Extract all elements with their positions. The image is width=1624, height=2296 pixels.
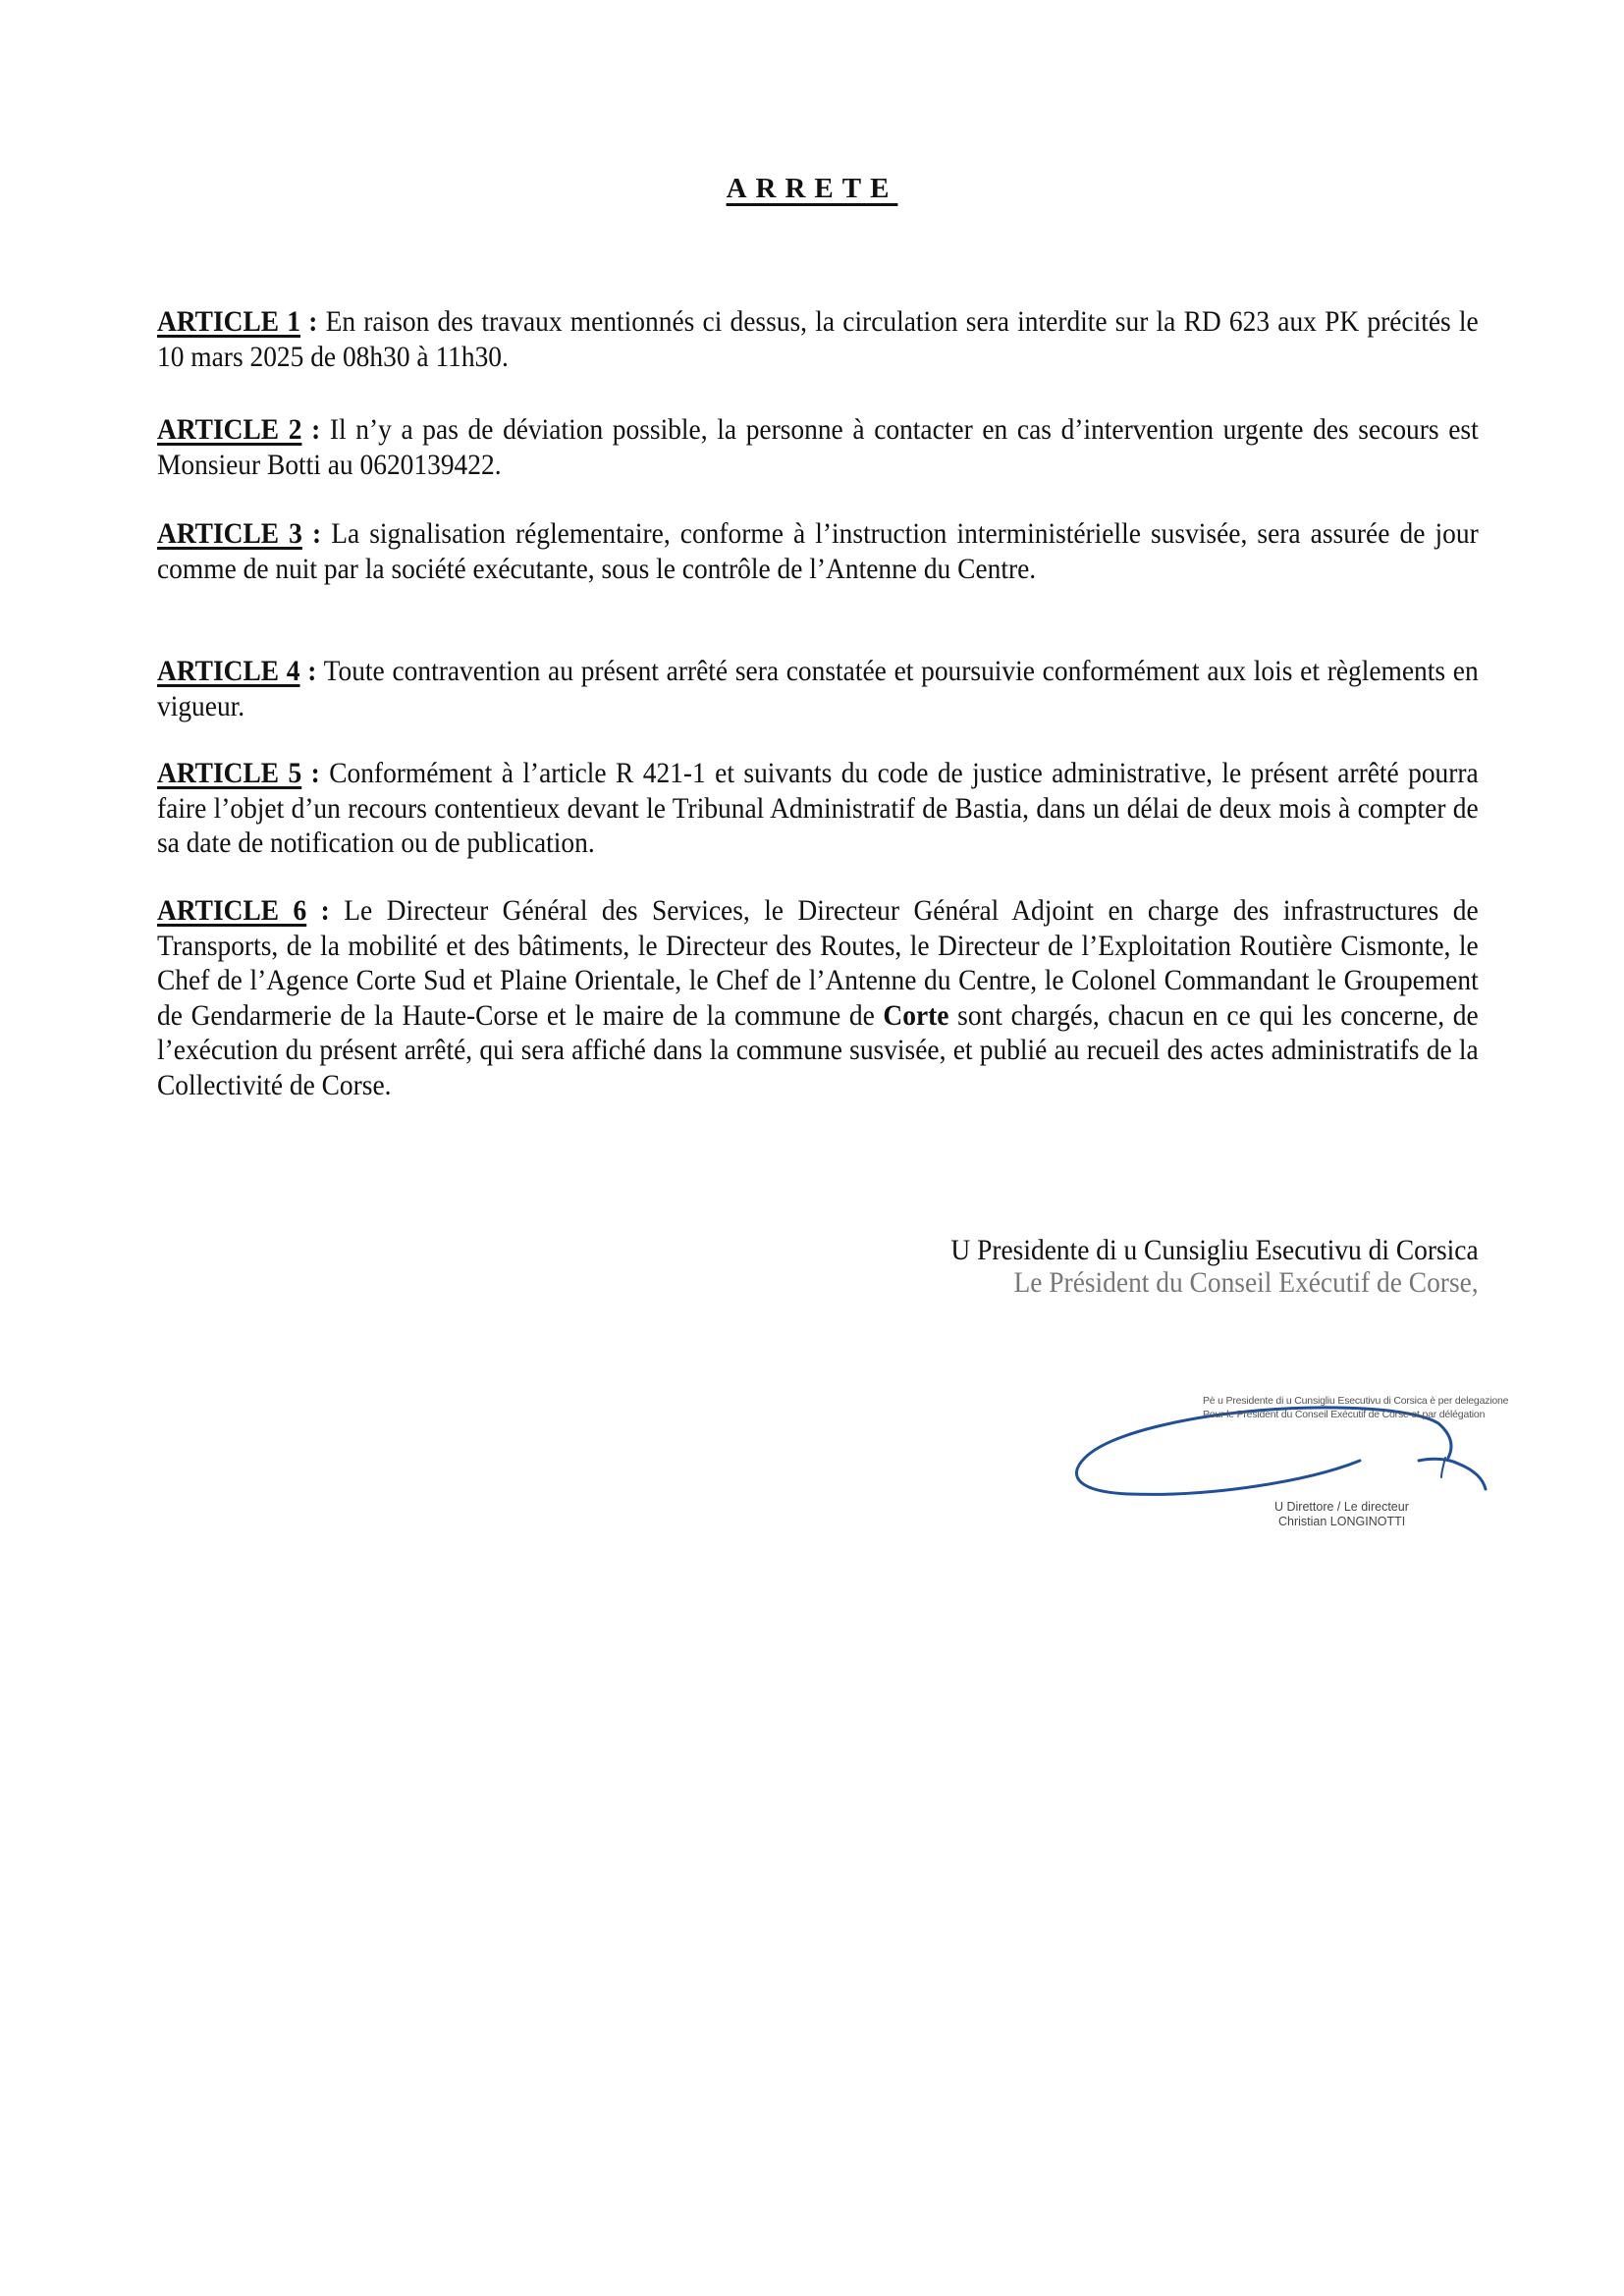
article-4-text: Toute contravention au présent arrêté sera constatée et poursuivie conformément aux lois et règlements en vigueur.	[157, 656, 1479, 722]
commune-name: Corte	[883, 999, 949, 1032]
article-6-separator: :	[306, 895, 330, 927]
signature-stamp	[1060, 1360, 1571, 1526]
article-5-text: Conformément à l’article R 421-1 et suivants du code de justice administrative, le présent arrêté pourra faire l’objet d’un recours contentieux devant le Tribunal Administratif de Bastia, dans un délai de deux mois à compter de sa date de notification ou de publication.	[157, 758, 1479, 859]
article-1-separator: :	[299, 306, 318, 338]
article-4-label: ARTICLE 4	[157, 656, 300, 687]
article-1-label: ARTICLE 1	[157, 306, 300, 338]
article-3	[157, 517, 1479, 587]
article-5	[157, 757, 1479, 862]
stamp-delegation-french: Pour le Président du Conseil Exécutif de Corse et par délégation	[1203, 1409, 1486, 1420]
article-4-separator: :	[299, 656, 317, 687]
article-3-separator: :	[301, 518, 322, 550]
article-2-separator: :	[301, 414, 321, 446]
article-6	[157, 894, 1479, 1103]
article-3-label: ARTICLE 3	[157, 518, 302, 550]
article-1-text: En raison des travaux mentionnés ci dessus, la circulation sera interdite sur la RD 623 aux PK précités le 10 mars 2025 de 08h30 à 11h30.	[157, 306, 1479, 373]
signatory-title-french: Le Président du Conseil Exécutif de Corse,	[1013, 1267, 1479, 1299]
article-3-text: La signalisation réglementaire, conforme à l’instruction interministérielle susvisée, sera assurée de jour comme de nuit par la société exécutante, sous le contrôle de l’Antenne du Centre.	[157, 518, 1479, 585]
article-6-label: ARTICLE 6	[157, 895, 307, 927]
title-text: ARRETE	[726, 173, 898, 204]
article-4	[157, 655, 1479, 724]
article-6-text-after: sont chargés, chacun en ce qui les concerne, de l’exécution du présent arrêté, qui sera affiché dans la commune susvisée, et publié au recueil des actes administratifs de la Collectivité de Corse.	[157, 999, 1479, 1101]
article-2-label: ARTICLE 2	[157, 414, 302, 446]
article-2	[157, 413, 1479, 483]
stamp-director-name: Christian LONGINOTTI	[1278, 1515, 1406, 1528]
stamp-director-title: U Direttore / Le directeur	[1274, 1500, 1409, 1514]
document-title	[0, 173, 1624, 205]
article-6-text-before: Le Directeur Général des Services, le Directeur Général Adjoint en charge des infrastructures de Transports, de la mobilité et des bâtiments, le Directeur des Routes, le Directeur de l’Exploitation Routière Cismonte, le Chef de l’Agence Corte Sud et Plaine Orientale, le Chef de l’Antenne du Centre, le Colonel Commandant le Groupement de Gendarmerie de la Haute-Corse et le maire de la commune de	[157, 895, 1479, 1032]
signature-block	[951, 1235, 1479, 1300]
signatory-title-corsican: U Presidente di u Cunsigliu Esecutivu di Corsica	[950, 1235, 1479, 1266]
stamp-delegation-corsican: Pè u Presidente di u Cunsigliu Esecutivu di Corsica è per delegazione	[1203, 1395, 1509, 1407]
article-5-separator: :	[301, 758, 320, 789]
article-5-label: ARTICLE 5	[157, 758, 302, 789]
article-2-text: Il n’y a pas de déviation possible, la personne à contacter en cas d’intervention urgente des secours est Monsieur Botti au 0620139422.	[157, 414, 1479, 481]
article-1	[157, 305, 1479, 375]
